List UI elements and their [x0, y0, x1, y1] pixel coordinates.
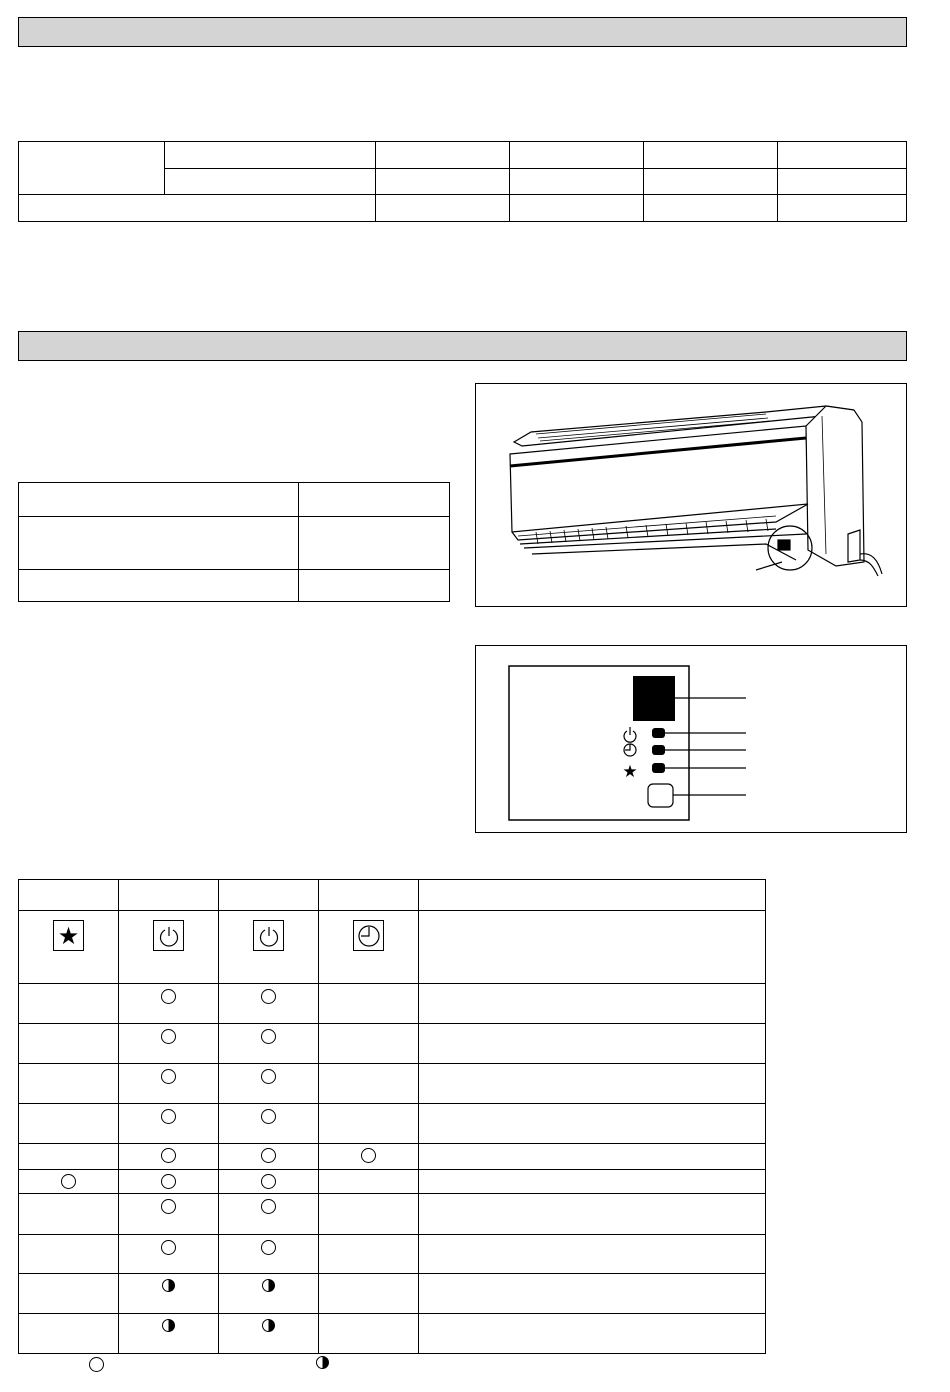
indicator-desc [419, 1235, 766, 1274]
indicator-row [19, 1314, 766, 1354]
spec-table-sublabel [165, 142, 376, 169]
lamp-on-icon [161, 1069, 176, 1084]
indicator-cell [19, 1144, 119, 1170]
indicator-cell [119, 1194, 219, 1235]
indicator-table-header [119, 880, 219, 911]
lamp-on-icon [161, 1148, 176, 1163]
timer-icon [353, 920, 384, 951]
indicator-cell [219, 1194, 319, 1235]
indicator-table-header [219, 880, 319, 911]
lamp-blink-icon [162, 1319, 175, 1332]
lamp-on-icon [261, 1109, 276, 1124]
power-icon [153, 920, 184, 951]
small-table-value [299, 517, 450, 570]
spec-table-cell [644, 169, 778, 195]
indicator-table-header [19, 880, 119, 911]
indicator-table [18, 879, 766, 1354]
spec-table-cell [778, 142, 907, 169]
spec-table-cell [644, 195, 778, 222]
lamp-blink-icon [162, 1279, 175, 1292]
indicator-cell [219, 984, 319, 1024]
indicator-desc [419, 1064, 766, 1104]
lamp-blink-icon [262, 1279, 275, 1292]
lamp-on-icon [261, 1148, 276, 1163]
indicator-cell [319, 1235, 419, 1274]
indicator-desc [419, 1170, 766, 1194]
small-table-value [299, 483, 450, 517]
indicator-cell [119, 1314, 219, 1354]
indicator-table-header [419, 880, 766, 911]
indicator-row [19, 1274, 766, 1314]
legend-blink [316, 1356, 330, 1370]
lamp-on-icon [161, 1029, 176, 1044]
indicator-cell [19, 1235, 119, 1274]
indoor-unit-figure [475, 383, 907, 607]
spec-table-cell [376, 169, 510, 195]
spec-table-cell [778, 169, 907, 195]
spec-table [18, 141, 907, 222]
indicator-desc [419, 1274, 766, 1314]
indicator-cell [219, 1314, 319, 1354]
indicator-row [19, 1024, 766, 1064]
spec-table-cell [510, 169, 644, 195]
indicator-row [19, 1064, 766, 1104]
lamp-on-icon [261, 1174, 276, 1189]
indicator-desc [419, 1024, 766, 1064]
lamp-on-icon [361, 1148, 376, 1163]
header-icon-cell [319, 911, 419, 984]
indicator-row [19, 1104, 766, 1144]
star-icon: ★ [53, 920, 84, 951]
indicator-cell [219, 1274, 319, 1314]
indicator-cell [319, 1024, 419, 1064]
indicator-cell [19, 984, 119, 1024]
lamp-on-icon [61, 1174, 76, 1189]
indicator-cell [119, 1170, 219, 1194]
indicator-cell [319, 984, 419, 1024]
display-window [633, 676, 675, 721]
lamp-on-icon [161, 1174, 176, 1189]
indicator-cell [19, 1274, 119, 1314]
indicator-cell [119, 984, 219, 1024]
indicator-cell [19, 1064, 119, 1104]
indicator-cell [319, 1144, 419, 1170]
indicator-row [19, 1144, 766, 1170]
indicator-cell [219, 1024, 319, 1064]
indicator-cell [319, 1104, 419, 1144]
header-desc-cell [419, 911, 766, 984]
spec-table-cell [510, 142, 644, 169]
indicator-cell [119, 1104, 219, 1144]
small-table-label [19, 570, 299, 602]
spec-table-cell [644, 142, 778, 169]
star-icon: ★ [622, 762, 638, 782]
small-table-value [299, 570, 450, 602]
indicator-desc [419, 1194, 766, 1235]
section-header-bar-2 [18, 331, 907, 361]
indicator-cell [319, 1194, 419, 1235]
lamp-on-icon [161, 1109, 176, 1124]
panel-illustration [476, 646, 906, 832]
indicator-cell [119, 1274, 219, 1314]
indicator-cell [319, 1170, 419, 1194]
small-table-label [19, 517, 299, 570]
indicator-cell [19, 1314, 119, 1354]
indicator-desc [419, 984, 766, 1024]
lamp-on-icon [161, 989, 176, 1004]
indicator-row [19, 1194, 766, 1235]
lamp-blink-icon [262, 1319, 275, 1332]
header-icon-cell [19, 911, 119, 984]
emergency-button [648, 784, 673, 807]
lamp-on-icon [261, 1069, 276, 1084]
indicator-row [19, 1235, 766, 1274]
small-table [18, 482, 450, 602]
indicator-cell [219, 1170, 319, 1194]
indicator-cell [319, 1274, 419, 1314]
indicator-cell [219, 1235, 319, 1274]
lamp-on-icon [161, 1199, 176, 1214]
spec-table-cell [510, 195, 644, 222]
spec-table-cell [376, 142, 510, 169]
indicator-cell [119, 1064, 219, 1104]
indicator-cell [19, 1170, 119, 1194]
indicator-cell [219, 1144, 319, 1170]
indicator-cell [119, 1144, 219, 1170]
indicator-cell [319, 1314, 419, 1354]
spec-table-cell [376, 195, 510, 222]
lamp-on-icon [89, 1357, 104, 1372]
indicator-cell [219, 1064, 319, 1104]
legend-on [89, 1357, 105, 1373]
indicator-cell [119, 1235, 219, 1274]
indicator-row [19, 1170, 766, 1194]
small-table-label [19, 483, 299, 517]
lamp-on-icon [261, 1240, 276, 1255]
spec-table-cell [778, 195, 907, 222]
indicator-cell [319, 1064, 419, 1104]
spec-table-row-header [19, 142, 165, 195]
lamp-on-icon [261, 1029, 276, 1044]
indicator-panel-figure [475, 645, 907, 833]
header-icon-cell [119, 911, 219, 984]
indicator-desc [419, 1144, 766, 1170]
indicator-cell [119, 1024, 219, 1064]
indicator-desc [419, 1104, 766, 1144]
indicator-cell [19, 1024, 119, 1064]
indicator-cell [219, 1104, 319, 1144]
spec-table-sublabel [165, 169, 376, 195]
lamp-blink-icon [316, 1356, 329, 1369]
lamp-on-icon [161, 1240, 176, 1255]
header-icon-cell [219, 911, 319, 984]
indicator-row [19, 984, 766, 1024]
lamp-on-icon [261, 1199, 276, 1214]
indicator-desc [419, 1314, 766, 1354]
power-icon [253, 920, 284, 951]
indicator-cell [19, 1194, 119, 1235]
indicator-table-header [319, 880, 419, 911]
spec-table-row-header [19, 195, 376, 222]
lamp-on-icon [261, 989, 276, 1004]
indoor-unit-illustration [476, 384, 906, 606]
indicator-cell [19, 1104, 119, 1144]
section-header-bar-1 [18, 17, 907, 47]
